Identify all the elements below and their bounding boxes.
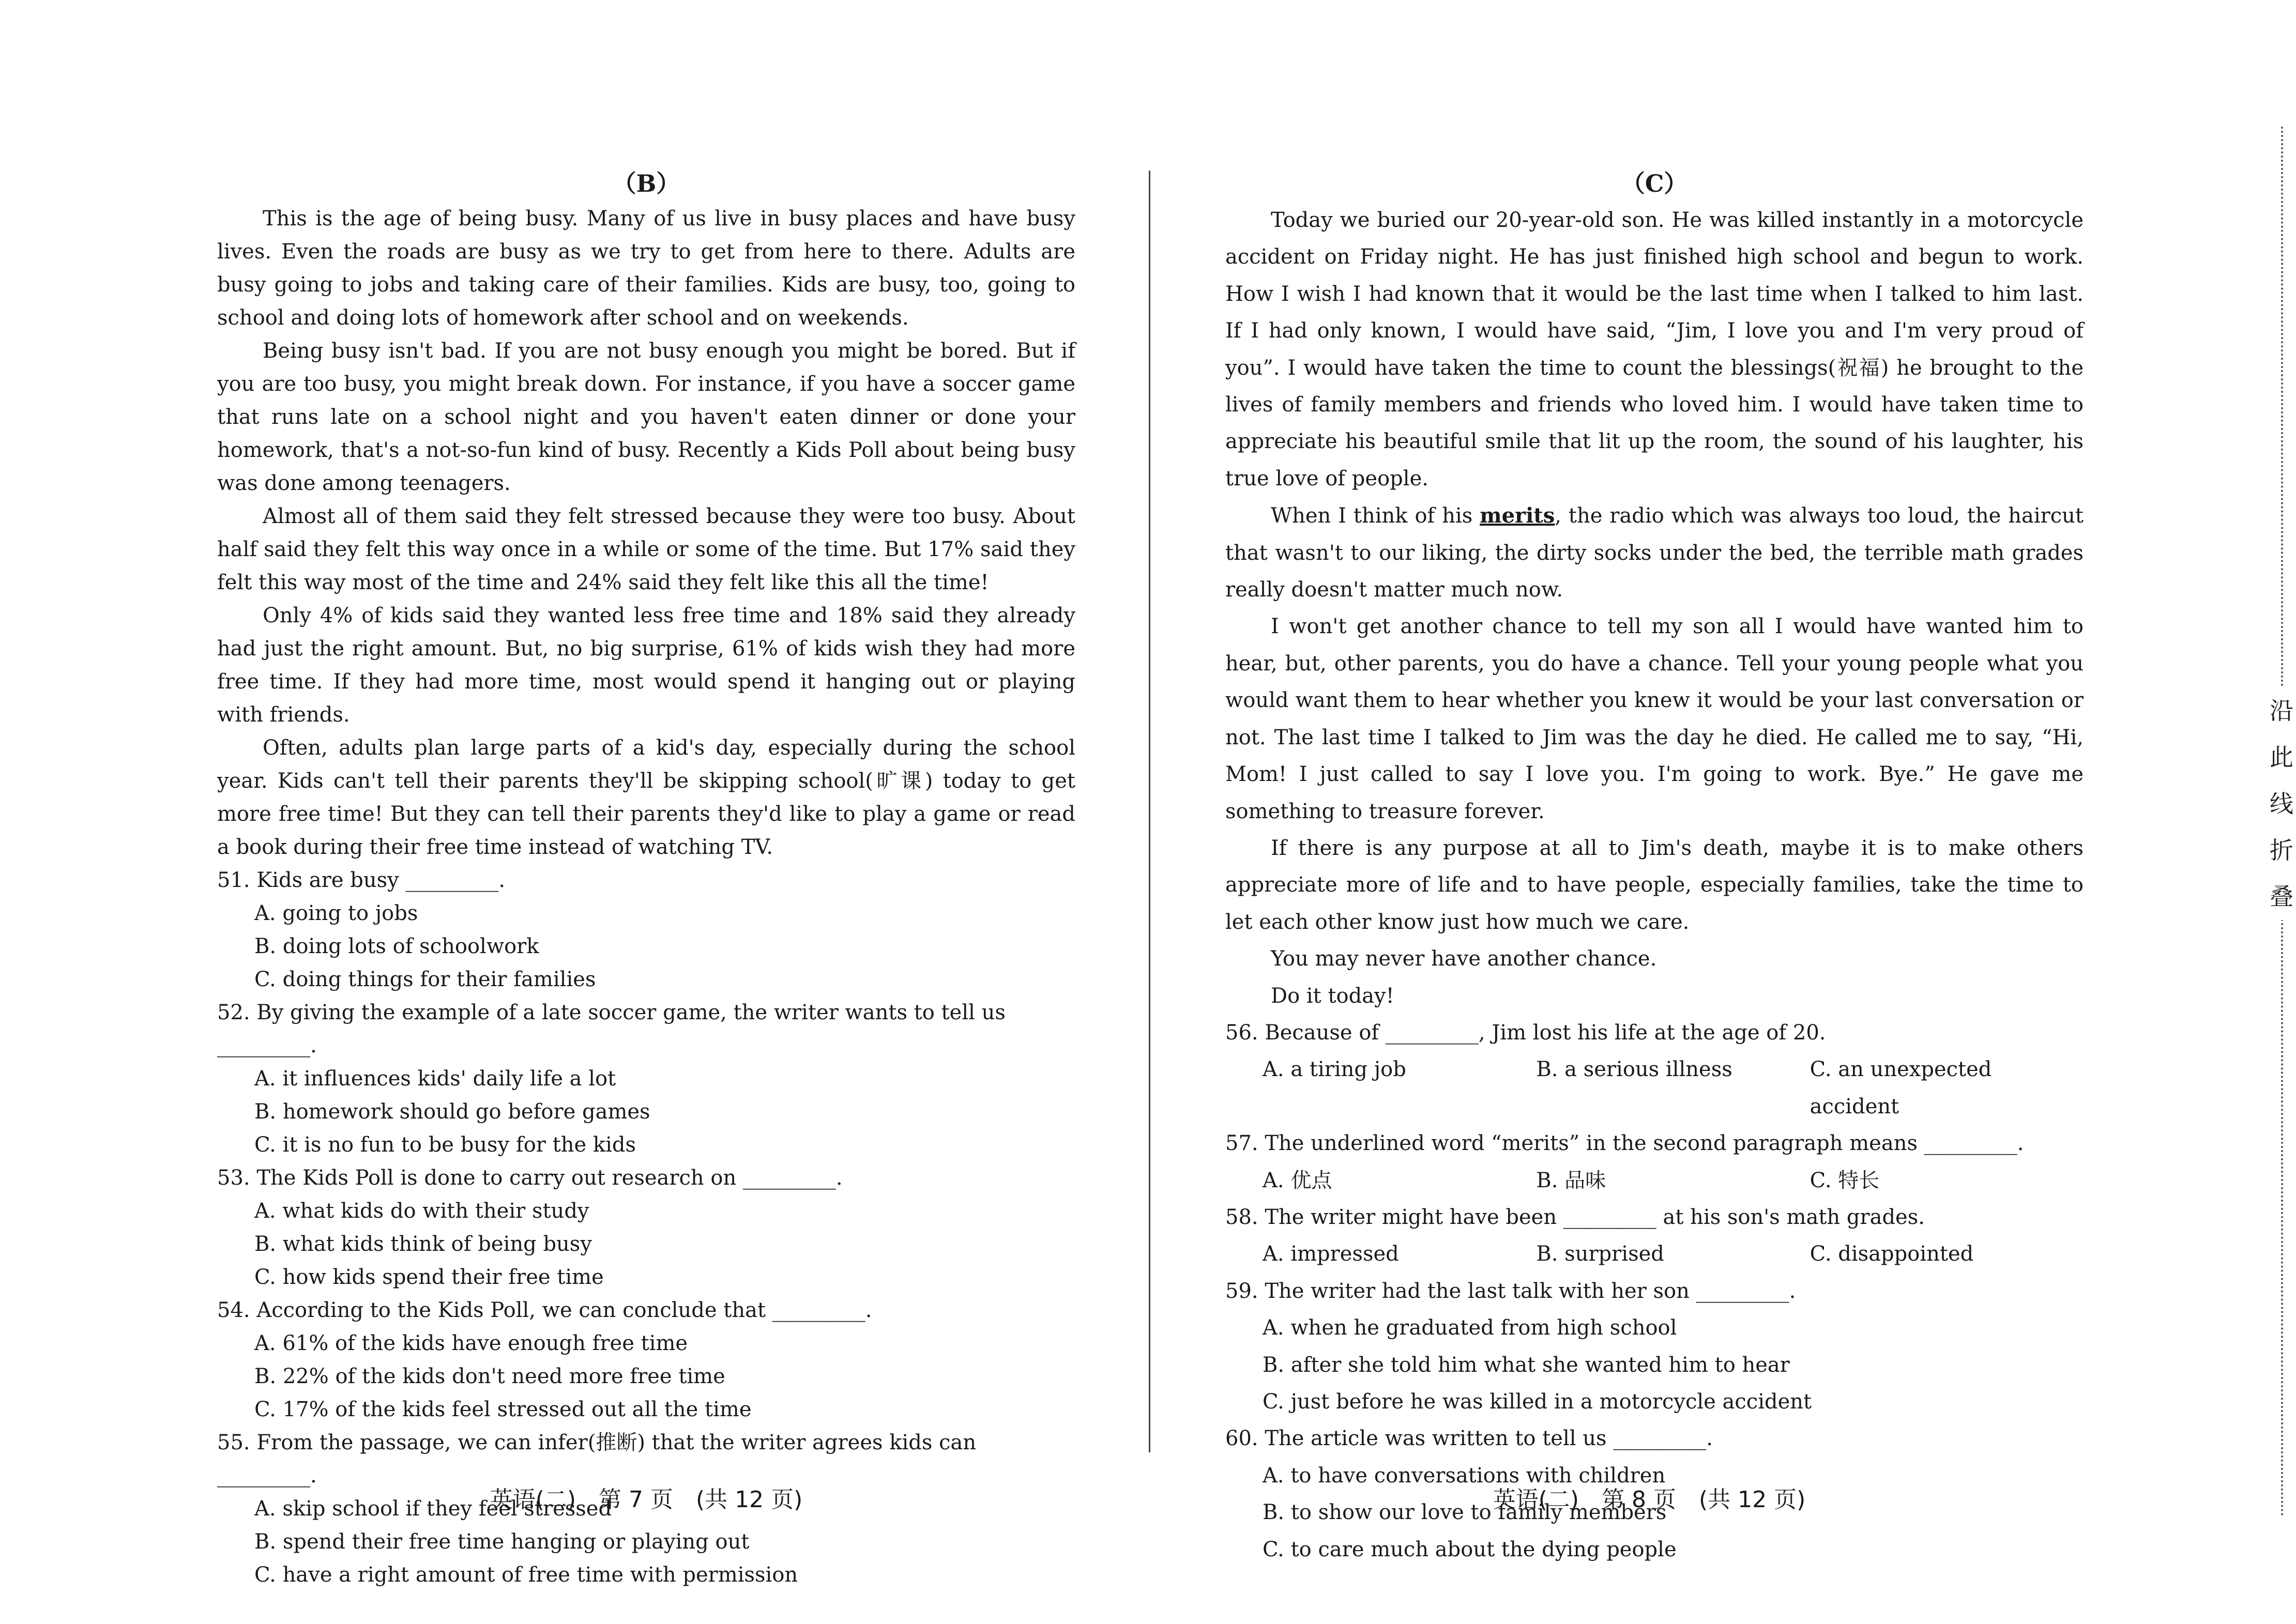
option: A. going to jobs xyxy=(254,901,418,925)
option: C. it is no fun to be busy for the kids xyxy=(254,1133,636,1157)
option: A. to have conversations with children xyxy=(1263,1463,1666,1488)
option: A. skip school if they feel stressed xyxy=(254,1497,612,1521)
option: B. after she told him what she wanted him to hear xyxy=(1263,1353,1790,1377)
option: B. a serious illness xyxy=(1536,1058,1732,1082)
paragraph: Almost all of them said they felt stressed because they were too busy. About half said they felt this way once in a while or some of the time. But 17% said they felt this way most of the time and 24% said they felt like this all the time! xyxy=(217,504,1075,594)
question-stem: 51. Kids are busy _________. xyxy=(217,868,506,892)
paragraph: Often, adults plan large parts of a kid's day, especially during the school year. Kids can't tell their parents they'll be skipping school(旷课) today to get more free time! But they can tell their parents they'd like to play a game or read a book during their free time instead of watching TV. xyxy=(217,736,1075,859)
question-stem: 56. Because of _________, Jim lost his life at the age of 20. xyxy=(1225,1020,1826,1045)
option: A. impressed xyxy=(1263,1242,1399,1266)
option: A. a tiring job xyxy=(1263,1058,1406,1082)
fold-char: 折 xyxy=(2270,836,2293,864)
fold-char: 沿 xyxy=(2270,697,2293,725)
question-stem: 52. By giving the example of a late soccer game, the writer wants to tell us _________. xyxy=(217,1001,1006,1058)
fold-char: 叠 xyxy=(2270,883,2293,911)
option-row xyxy=(1225,1162,2084,1199)
option: A. what kids do with their study xyxy=(254,1199,589,1223)
paragraph: This is the age of being busy. Many of us live in busy places and have busy lives. Even the roads are busy as we try to get from here to there. Adults are busy going to jobs and taking care of their families. Kids are busy, too, going to school and doing lots of homework after school and on weekends. xyxy=(217,207,1075,330)
option: B. to show our love to family members xyxy=(1263,1500,1667,1525)
paragraph: Do it today! xyxy=(1271,984,1394,1008)
option: B. homework should go before games xyxy=(254,1100,650,1124)
question-51 xyxy=(217,864,1075,996)
option: A. 优点 xyxy=(1263,1168,1332,1192)
question-stem: 53. The Kids Poll is done to carry out research on _________. xyxy=(217,1166,843,1190)
option: C. doing things for their families xyxy=(254,968,596,991)
paragraph xyxy=(1225,497,2084,608)
option: C. an unexpected accident xyxy=(1810,1058,1992,1119)
question-stem: 54. According to the Kids Poll, we can conclude that _________. xyxy=(217,1298,872,1322)
question-stem: 60. The article was written to tell us _________. xyxy=(1225,1427,1713,1451)
question-59 xyxy=(1225,1273,2084,1421)
option: C. disappointed xyxy=(1810,1242,1974,1266)
left-column xyxy=(217,168,1075,1591)
option: B. spend their free time hanging or playing out xyxy=(254,1530,750,1554)
option-row xyxy=(1225,1236,2084,1273)
question-53 xyxy=(217,1161,1075,1294)
right-column xyxy=(1225,168,2084,1568)
option: C. just before he was killed in a motorcycle accident xyxy=(1263,1390,1812,1414)
question-52 xyxy=(217,996,1075,1161)
fold-instruction xyxy=(2266,687,2296,920)
question-57 xyxy=(1225,1125,2084,1199)
paragraph: Only 4% of kids said they wanted less free time and 18% said they already had just the right amount. But, no big surprise, 61% of kids wish they had more free time. If they had more time, most would spend it hanging out or playing with friends. xyxy=(217,604,1075,727)
option: B. what kids think of being busy xyxy=(254,1232,592,1256)
page-footer-right: 英语(二) 第 8 页 (共 12 页) xyxy=(1493,1487,1806,1513)
option: C. how kids spend their free time xyxy=(254,1265,604,1289)
question-54 xyxy=(217,1294,1075,1426)
page-footer-left: 英语(二) 第 7 页 (共 12 页) xyxy=(490,1487,803,1513)
question-stem: 58. The writer might have been _________ at his son's math grades. xyxy=(1225,1205,1925,1229)
fold-char: 线 xyxy=(2270,790,2293,818)
option-row xyxy=(1225,1051,2084,1125)
option: C. have a right amount of free time with permission xyxy=(254,1563,798,1587)
option: A. 61% of the kids have enough free time xyxy=(254,1331,688,1355)
paragraph-text: , the radio which was always too loud, the haircut that wasn't to our liking, the dirty socks under the bed, the terrible math grades really doesn't matter much now. xyxy=(1225,504,2084,602)
question-stem: 55. From the passage, we can infer(推断) that the writer agrees kids can _________. xyxy=(217,1431,977,1488)
fold-char: 此 xyxy=(2270,743,2293,771)
section-c-title: （C） xyxy=(1621,170,1688,197)
question-stem: 59. The writer had the last talk with her son _________. xyxy=(1225,1279,1796,1303)
question-58 xyxy=(1225,1199,2084,1273)
paragraph: Today we buried our 20-year-old son. He was killed instantly in a motorcycle accident on Friday night. He has just finished high school and begun to work. How I wish I had known that it would be the last time when I talked to him last. If I had only known, I would have said, “Jim, I love you and I'm very proud of you”. I would have taken the time to count the blessings(祝福) he brought to the lives of family members and friends who loved him. I would have taken time to appreciate his beautiful smile that lit up the room, the sound of his laughter, his true love of people. xyxy=(1225,208,2084,491)
paragraph: Being busy isn't bad. If you are not busy enough you might be bored. But if you are too busy, you might break down. For instance, if you have a soccer game that runs late on a school night and you haven't eaten dinner or done your homework, that's a not-so-fun kind of busy. Recently a Kids Poll about being busy was done among teenagers. xyxy=(217,339,1075,495)
option: C. to care much about the dying people xyxy=(1263,1537,1677,1561)
paragraph-text: When I think of his xyxy=(1271,504,1480,528)
option: A. it influences kids' daily life a lot xyxy=(254,1067,616,1091)
question-stem: 57. The underlined word “merits” in the second paragraph means _________. xyxy=(1225,1131,2024,1156)
option: C. 17% of the kids feel stressed out all the time xyxy=(254,1398,752,1421)
option: C. 特长 xyxy=(1810,1168,1880,1192)
paragraph: I won't get another chance to tell my son all I would have wanted him to hear, but, other parents, you do have a chance. Tell your young people what you would want them to hear whether you knew it would be your last conversation or not. The last time I talked to Jim was the day he died. He called me to say, “Hi, Mom! I just called to say I love you. I'm going to work. Bye.” He gave me something to treasure forever. xyxy=(1225,615,2084,823)
column-divider xyxy=(1149,171,1150,1452)
option: B. surprised xyxy=(1536,1242,1664,1266)
underlined-word-merits: merits xyxy=(1480,503,1555,528)
option: B. 品味 xyxy=(1536,1168,1606,1192)
option: B. 22% of the kids don't need more free time xyxy=(254,1365,725,1388)
question-56 xyxy=(1225,1015,2084,1125)
option: B. doing lots of schoolwork xyxy=(254,934,539,958)
section-b-title: （B） xyxy=(612,170,680,197)
option: A. when he graduated from high school xyxy=(1263,1316,1677,1340)
paragraph: If there is any purpose at all to Jim's death, maybe it is to make others appreciate more of life and to have people, especially families, take the time to let each other know just how much we care. xyxy=(1225,836,2084,934)
paragraph: You may never have another chance. xyxy=(1271,947,1657,971)
